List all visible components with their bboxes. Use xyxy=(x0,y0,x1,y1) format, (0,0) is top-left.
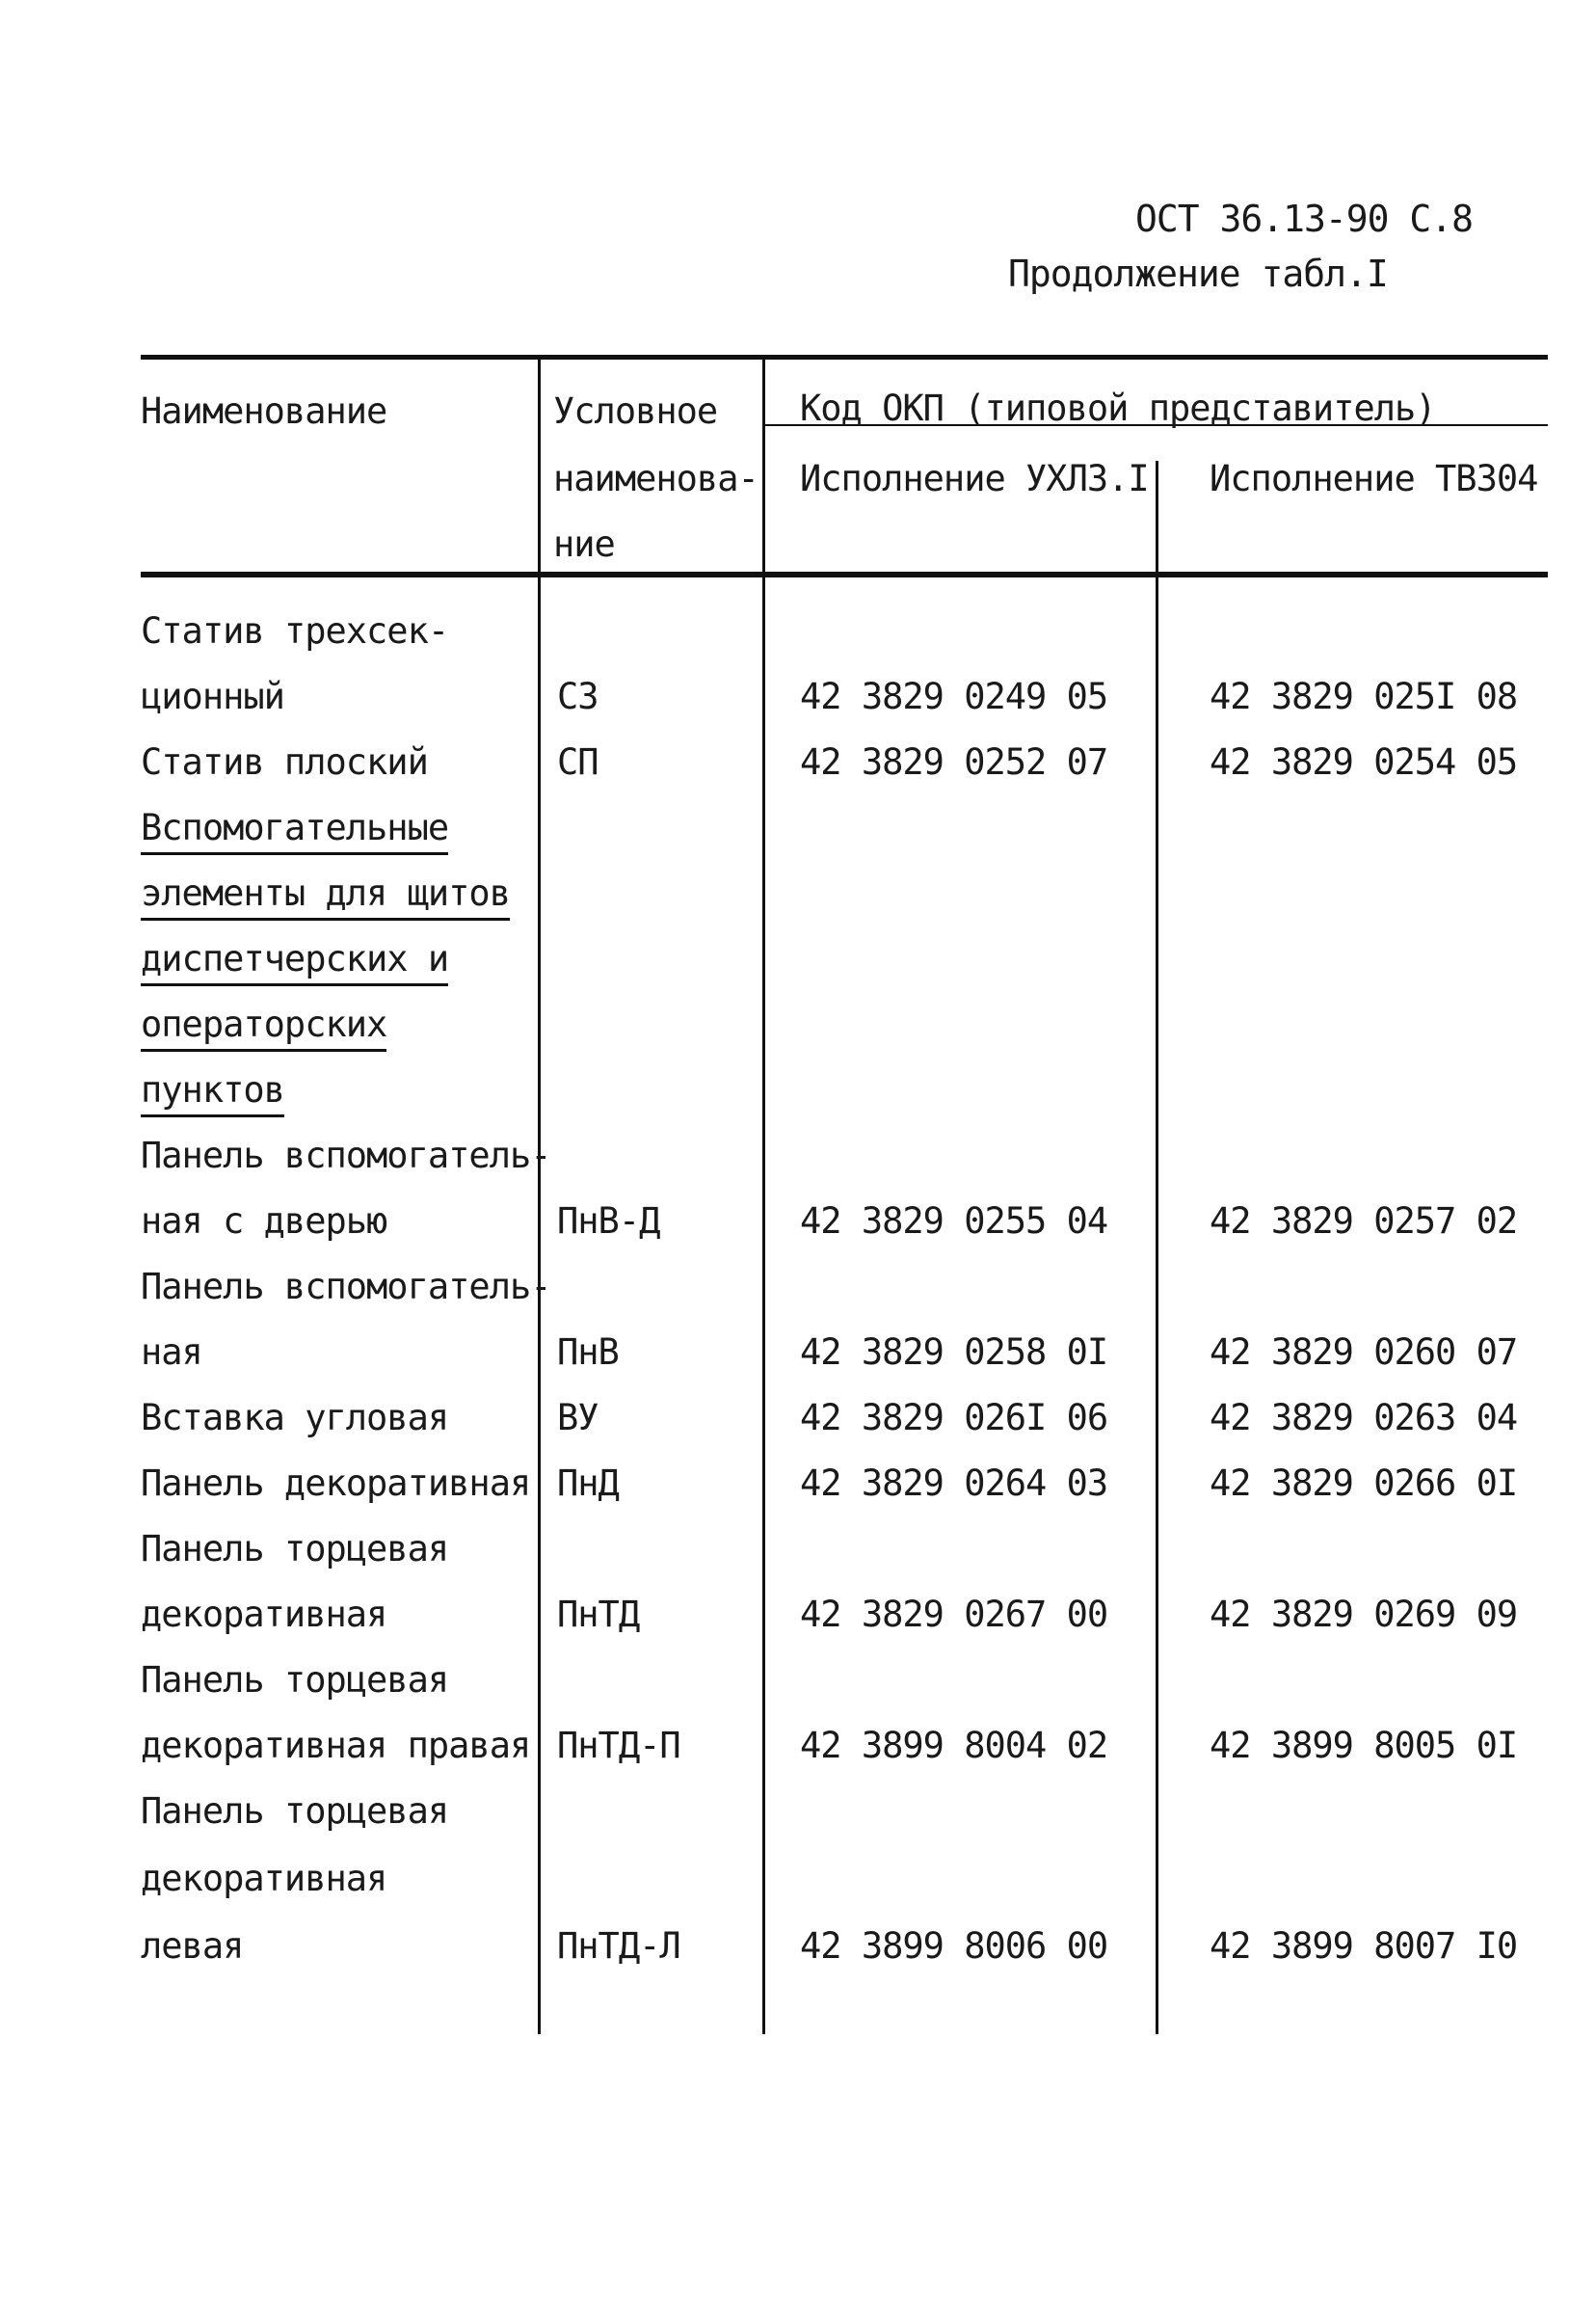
row-okp-v1: 42 3899 8006 00 xyxy=(800,1925,1108,1967)
section-heading-line xyxy=(141,938,449,979)
section-heading-text: диспетчерских и xyxy=(141,938,448,986)
row-name-line: ционный xyxy=(141,676,284,717)
column-divider-3 xyxy=(1156,461,1158,2034)
row-okp-v2: 42 3829 0260 07 xyxy=(1210,1331,1518,1373)
section-heading-line xyxy=(141,1004,387,1045)
row-code: ПнТД-П xyxy=(557,1725,680,1766)
row-okp-v1: 42 3829 0258 0I xyxy=(800,1331,1108,1373)
row-code: СП xyxy=(557,741,598,783)
row-name-line: ная с дверью xyxy=(141,1200,387,1242)
table-top-rule xyxy=(141,355,1548,360)
document-reference: ОСТ 36.13-90 С.8 xyxy=(1135,198,1474,240)
row-okp-v2: 42 3829 0254 05 xyxy=(1210,741,1518,783)
row-code: ПнД xyxy=(557,1462,619,1504)
row-name-line: Панель вспомогатель- xyxy=(141,1135,551,1176)
row-name-line: декоративная xyxy=(141,1858,387,1899)
row-code: ПнВ xyxy=(557,1331,619,1373)
column-header-code-line1: Условное xyxy=(553,390,718,432)
section-heading-text: элементы для щитов xyxy=(141,872,510,921)
section-heading-line xyxy=(141,807,449,848)
row-name-line: Панель торцевая xyxy=(141,1528,449,1569)
section-heading-line xyxy=(141,872,510,914)
column-header-code-line2: наименова- xyxy=(553,458,758,499)
row-okp-v2: 42 3899 8007 I0 xyxy=(1210,1925,1518,1967)
row-code: ПнТД xyxy=(557,1594,640,1635)
row-okp-v1: 42 3899 8004 02 xyxy=(800,1725,1108,1766)
row-name-line: Панель вспомогатель- xyxy=(141,1266,551,1307)
row-code: С3 xyxy=(557,676,598,717)
row-name-line: Панель торцевая xyxy=(141,1659,449,1701)
section-heading-line xyxy=(141,1069,284,1111)
row-okp-v2: 42 3829 0257 02 xyxy=(1210,1200,1518,1242)
row-name-line: декоративная xyxy=(141,1594,387,1635)
table-header-bottom-rule xyxy=(141,572,1548,577)
table-continuation-label: Продолжение табл.I xyxy=(1008,253,1388,295)
row-name-line: Статив трехсек- xyxy=(141,610,449,652)
row-code: ПнТД-Л xyxy=(557,1925,680,1967)
row-okp-v1: 42 3829 0252 07 xyxy=(800,741,1108,783)
row-code: ПнВ-Д xyxy=(557,1200,660,1242)
row-okp-v2: 42 3829 0266 0I xyxy=(1210,1462,1518,1504)
row-okp-v1: 42 3829 0249 05 xyxy=(800,676,1108,717)
row-code: ВУ xyxy=(557,1397,598,1438)
row-name-line: ная xyxy=(141,1331,202,1373)
row-okp-v2: 42 3899 8005 0I xyxy=(1210,1725,1518,1766)
section-heading-text: Вспомогательные xyxy=(141,807,448,855)
column-divider-2 xyxy=(762,357,765,2034)
row-name-line: декоративная правая xyxy=(141,1725,531,1766)
row-name-line: Панель торцевая xyxy=(141,1790,449,1832)
section-heading-text: пунктов xyxy=(141,1069,284,1117)
column-header-code-line3: ние xyxy=(553,523,615,565)
row-name-line: Статив плоский xyxy=(141,741,428,783)
section-heading-text: операторских xyxy=(141,1004,386,1052)
row-name-line: Панель декоративная xyxy=(141,1462,531,1504)
row-okp-v2: 42 3829 025I 08 xyxy=(1210,676,1518,717)
row-okp-v1: 42 3829 0255 04 xyxy=(800,1200,1108,1242)
row-okp-v2: 42 3829 0263 04 xyxy=(1210,1397,1518,1438)
column-header-version-1: Исполнение УХЛ3.I xyxy=(800,458,1149,499)
row-okp-v2: 42 3829 0269 09 xyxy=(1210,1594,1518,1635)
row-name-line: Вставка угловая xyxy=(141,1397,449,1438)
row-name-line: левая xyxy=(141,1925,244,1967)
column-header-name: Наименование xyxy=(141,390,387,432)
column-divider-1 xyxy=(538,357,541,2034)
column-header-version-2: Исполнение ТВ304 xyxy=(1210,458,1538,499)
row-okp-v1: 42 3829 0267 00 xyxy=(800,1594,1108,1635)
row-okp-v1: 42 3829 026I 06 xyxy=(800,1397,1108,1438)
column-header-okp: Код ОКП (типовой представитель) xyxy=(800,388,1436,429)
row-okp-v1: 42 3829 0264 03 xyxy=(800,1462,1108,1504)
